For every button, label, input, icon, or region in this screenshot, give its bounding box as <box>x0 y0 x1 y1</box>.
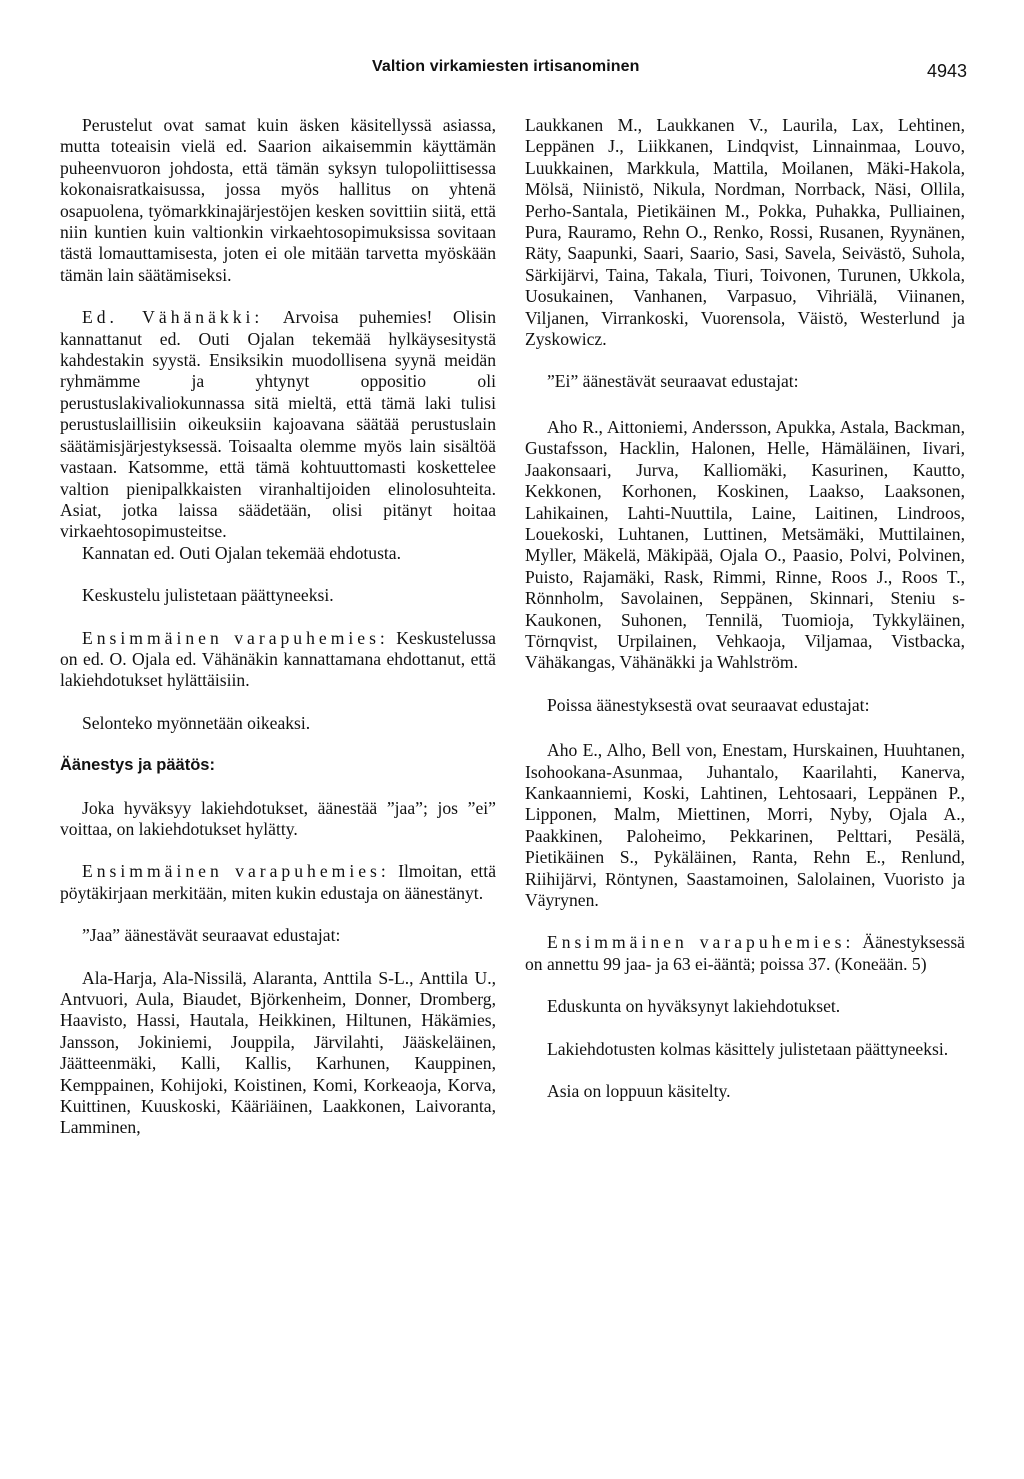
paragraph: Poissa äänestyksestä ovat seuraavat edustajat: <box>547 694 870 715</box>
paragraph <box>60 307 496 542</box>
right-column <box>525 115 965 1102</box>
paragraph: Aho E., Alho, Bell von, Enestam, Hurskainen, Huuhtanen, Isohookana-Asunmaa, Juhantalo, Kaarilahti, Kanerva, Kankaanniemi, Koski, Lahtinen, Lehtosaari, Leppänen P., Lipponen, Malm, Miettinen, Morri, Nyby, Ojala A., Paakkinen, Paloheimo, Pekkarinen, Pelttari, Pesälä, Pietikäinen S., Pykäläinen, Ranta, Rehn E., Renlund, Riihijärvi, Röntynen, Saastamoinen, Salolainen, Vuoristo ja Väyrynen. <box>525 740 965 910</box>
speech-text: Keskustelussa on ed. O. Ojala ed. Vähänäkin kannattamana ehdottanut, että lakiehdotukset hylättäisiin. <box>60 627 496 691</box>
speaker-name: Ed. Vähänäkki: <box>82 307 264 328</box>
running-header: Valtion virkamiesten irtisanominen <box>372 58 640 75</box>
left-column <box>60 115 496 1139</box>
paragraph: Laukkanen M., Laukkanen V., Laurila, Lax, Lehtinen, Leppänen J., Liikkanen, Lindqvist, Linnainmaa, Louvo, Luukkainen, Markkula, Mattila, Moilanen, Mäki-Hakola, Mölsä, Niinistö, Nikula, Nordman, Norrback, Näsi, Ollila, Perho-Santala, Pietikäinen M., Pokka, Puhakka, Pulliainen, Pura, Rauramo, Rehn O., Renko, Rossi, Rusanen, Ryynänen, Räty, Saapunki, Saari, Saario, Sasi, Savela, Seivästö, Suhola, Särkijärvi, Taina, Takala, Tiuri, Toivonen, Turunen, Ukkola, Uosukainen, Vanhanen, Varpasuo, Vihriälä, Viinanen, Viljanen, Virrankoski, Vuorensola, Väistö, Westerlund ja Zyskowicz. <box>525 115 965 350</box>
speaker-name: Ensimmäinen varapuhemies: <box>82 627 389 648</box>
paragraph: Aho R., Aittoniemi, Andersson, Apukka, Astala, Backman, Gustafsson, Hacklin, Halonen, Helle, Hämäläinen, Iivari, Jaakonsaari, Jurva, Kalliomäki, Kasurinen, Kautto, Kekkonen, Korhonen, Koskinen, Laakso, Laaksonen, Lahikainen, Lahti-Nuuttila, Laine, Laitinen, Lindroos, Louekoski, Luhtanen, Luttinen, Metsämäki, Muttilainen, Myller, Mäkelä, Mäkipää, Ojala O., Paasio, Polvi, Polvinen, Puisto, Rajamäki, Rask, Rimmi, Rinne, Roos J., Roos T., Rönnholm, Savolainen, Seppänen, Skinnari, Steniu s-Kaukonen, Suhonen, Tennilä, Tuomioja, Tykkyläinen, Törnqvist, Urpilainen, Vehkaoja, Viljamaa, Vistbacka, Vähäkangas, Vähänäkki ja Wahlström. <box>525 416 965 673</box>
speech-text: Äänestyksessä on annettu 99 jaa- ja 63 ei-ääntä; poissa 37. (Koneään. 5) <box>525 932 965 974</box>
paragraph: Asia on loppuun käsitelty. <box>547 1081 731 1102</box>
paragraph: Joka hyväksyy lakiehdotukset, äänestää ”jaa”; jos ”ei” voittaa, on lakiehdotukset hylätty. <box>60 797 496 839</box>
paragraph: Kannatan ed. Outi Ojalan tekemää ehdotusta. <box>82 542 402 563</box>
paragraph: Lakiehdotusten kolmas käsittely julistetaan päättyneeksi. <box>547 1038 949 1059</box>
paragraph: ”Ei” äänestävät seuraavat edustajat: <box>547 371 799 392</box>
paragraph: Eduskunta on hyväksynyt lakiehdotukset. <box>547 996 841 1017</box>
speech-text: Arvoisa puhemies! Olisin kannattanut ed. Outi Ojalan tekemää hylkäysesitystä kahdestakin syystä. Ensiksikin muodollisena syynä meidän ryhmämme ja yhtynyt oppositio oli perustuslakivaliokunnassa sitä mieltä, että tämä laki tulisi perustuslaillisiin oikeuksiin kajoavana säätää perustuslain säätämisjärjestyksessä. Toisaalta olemme myös lain sisältöä vastaan. Katsomme, että tämä kohtuuttomasti koskettelee valtion pienipalkkaisten viranhaltijoiden elinolosuhteita. Asiat, jotka laissa säädetään, olisi pitänyt hoitaa virkaehtosopimusteitse. <box>60 307 496 542</box>
page-number: 4943 <box>926 61 967 81</box>
paragraph <box>525 932 965 975</box>
paragraph: ”Jaa” äänestävät seuraavat edustajat: <box>82 925 341 946</box>
paragraph: Perustelut ovat samat kuin äsken käsitellyssä asiassa, mutta toteaisin vielä ed. Saarion aikaisemmin käyttämän puheenvuoron johdosta, että tämän syksyn tulopoliittisessa kokonaisratkaisussa, jossa myös hallitus on yhtenä osapuolena, työmarkkinajärjestöjen kesken sovittiin siitä, että niin kuntien kuin valtionkin virkaehtosopimuksissa sovitaan tästä lomauttamisesta, joten ei ole mitään tarvetta myöskään tämän lain säätämiseksi. <box>60 115 496 285</box>
speaker-name: Ensimmäinen varapuhemies: <box>547 932 855 953</box>
speech-text: Ilmoitan, että pöytäkirjaan merkitään, miten kukin edustaja on äänestänyt. <box>60 861 496 903</box>
paragraph: Selonteko myönnetään oikeaksi. <box>82 712 311 733</box>
paragraph <box>60 628 496 692</box>
section-heading: Äänestys ja päätös: <box>60 756 215 775</box>
paragraph: Ala-Harja, Ala-Nissilä, Alaranta, Anttila S-L., Anttila U., Antvuori, Aula, Biaudet, Björkenheim, Donner, Dromberg, Haavisto, Hassi, Hautala, Heikkinen, Hiltunen, Häkämies, Jansson, Jokiniemi, Jouppila, Järvilahti, Jääskeläinen, Jäätteenmäki, Kalli, Kallis, Karhunen, Kauppinen, Kemppainen, Kohijoki, Koistinen, Komi, Korkeaoja, Korva, Kuittinen, Kuuskoski, Kääriäinen, Laakkonen, Laivoranta, Lamminen, <box>60 967 496 1138</box>
paragraph: Keskustelu julistetaan päättyneeksi. <box>82 585 334 606</box>
paragraph <box>60 861 496 904</box>
speaker-name: Ensimmäinen varapuhemies: <box>82 861 390 882</box>
